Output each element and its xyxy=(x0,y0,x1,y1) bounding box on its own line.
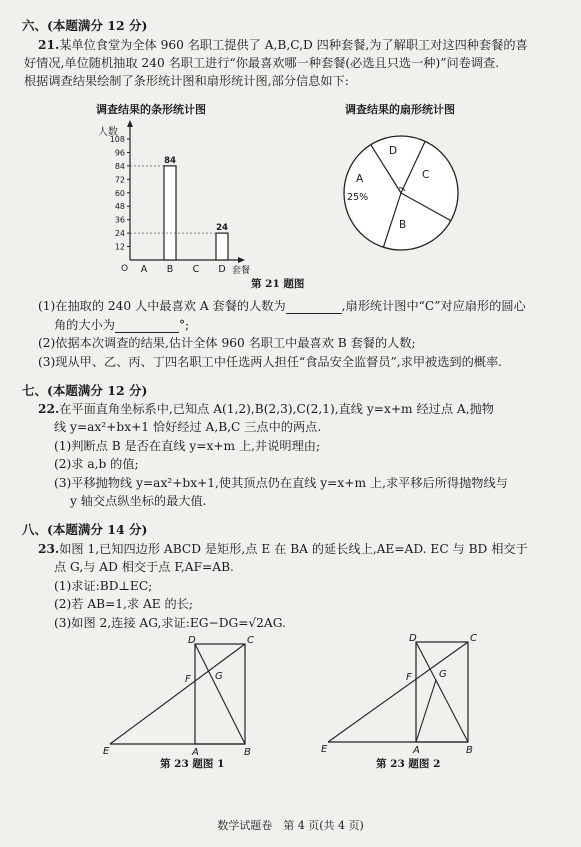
page-footer: 数学试题卷 第 4 页(共 4 页) xyxy=(217,819,364,832)
bar-B xyxy=(164,166,176,260)
x-axis-label: 套餐 xyxy=(232,266,251,275)
q22-line3: (1)判断点 B 是否在直线 y=x+m 上,并说明理由; xyxy=(54,439,321,453)
q21-stem-line1 xyxy=(38,38,528,53)
q21-stem1: 某单位食堂为全体 960 名职工提供了 A,B,C,D 四种套餐,为了解职工对这四种套餐的喜 xyxy=(59,38,528,52)
point-D-label: D xyxy=(409,633,417,644)
pie-label-C: C xyxy=(422,169,430,181)
q23-figure-2-caption: 第 23 题图 2 xyxy=(376,758,441,770)
q21-stem-line3: 根据调查结果绘制了条形统计图和扇形统计图,部分信息如下: xyxy=(24,74,349,88)
point-A-label: A xyxy=(413,745,420,755)
y-tick-label: 48 xyxy=(114,202,125,212)
segment-EC xyxy=(328,642,468,742)
q23-line5: (3)如图 2,连接 AG,求证:EG−DG=√2AG. xyxy=(54,616,286,630)
bar-data-label: 84 xyxy=(164,155,176,166)
segment-AG xyxy=(416,680,436,742)
segment-BD xyxy=(195,644,245,744)
q21-part1-text-d: °; xyxy=(178,318,190,332)
segment-EC xyxy=(110,644,245,744)
q21-part1-line1 xyxy=(38,299,526,314)
point-B-label: B xyxy=(466,745,473,755)
bar-data-label: 24 xyxy=(216,223,228,234)
q23-text1: 如图 1,已知四边形 ABCD 是矩形,点 E 在 BA 的延长线上,AE=AD. EC 与 BD 相交于 xyxy=(59,542,528,556)
bar-chart-title: 调查结果的条形统计图 xyxy=(96,103,206,116)
point-G-label: G xyxy=(439,669,447,680)
origin-label: O xyxy=(121,264,129,274)
y-tick-label: 96 xyxy=(114,148,125,158)
q21-stem-line2: 好情况,单位随机抽取 240 名职工进行“你最喜欢哪一种套餐(必选且只选一种)”问卷调查. xyxy=(24,56,500,70)
bar-D xyxy=(216,233,228,260)
q23-line4: (2)若 AB=1,求 AE 的长; xyxy=(54,597,194,611)
y-tick-label: 60 xyxy=(114,188,125,198)
section-eight-heading: 八、(本题满分 14 分) xyxy=(22,522,148,537)
q23-line2: 点 G,与 AD 相交于点 F,AF=AB. xyxy=(54,560,234,574)
segment-BD xyxy=(416,642,468,742)
q22-line2: 线 y=ax²+bx+1 恰好经过 A,B,C 三点中的两点. xyxy=(54,420,322,434)
q21-part1-line2 xyxy=(54,318,189,333)
point-E-label: E xyxy=(103,746,110,757)
section-six-heading: 六、(本题满分 12 分) xyxy=(22,18,148,33)
pie-label-A: A xyxy=(356,173,364,185)
point-D-label: D xyxy=(188,635,196,646)
answer-blank-a-count[interactable] xyxy=(286,302,342,314)
point-G-label: G xyxy=(215,671,223,682)
y-axis-label: 人数 xyxy=(98,127,118,138)
y-tick-label: 72 xyxy=(114,175,125,185)
point-C-label: C xyxy=(247,635,254,646)
y-tick-label: 12 xyxy=(114,242,125,252)
pie-label-B: B xyxy=(399,219,407,231)
y-axis-arrow xyxy=(127,120,133,127)
q23-number: 23. xyxy=(38,542,60,556)
q22-line5: (3)平移抛物线 y=ax²+bx+1,使其顶点仍在直线 y=x+m 上,求平移后所得抛物线与 xyxy=(54,476,508,490)
point-B-label: B xyxy=(244,747,251,757)
q22-line6: y 轴交点纵坐标的最大值. xyxy=(70,494,207,508)
q23-line1 xyxy=(38,542,528,557)
y-tick-label: 24 xyxy=(114,229,125,239)
pie-label-D: D xyxy=(389,145,398,157)
point-C-label: C xyxy=(470,633,477,644)
pie-percent-A: 25% xyxy=(347,192,369,203)
q22-line1 xyxy=(38,402,494,417)
x-tick-label: A xyxy=(140,264,148,275)
q21-part1-text-c: 角的大小为 xyxy=(54,318,115,332)
q23-figure-2 xyxy=(313,630,488,755)
answer-blank-c-angle[interactable] xyxy=(115,321,179,333)
pie-chart-title: 调查结果的扇形统计图 xyxy=(345,103,455,116)
y-tick-label: 36 xyxy=(114,215,125,225)
point-F-label: F xyxy=(185,674,191,685)
x-tick-label: D xyxy=(218,264,226,275)
q23-line3: (1)求证:BD⊥EC; xyxy=(54,579,153,593)
q22-number: 22. xyxy=(38,402,60,416)
q22-text1: 在平面直角坐标系中,已知点 A(1,2),B(2,3),C(2,1),直线 y=x+m 经过点 A,抛物 xyxy=(59,402,494,416)
y-tick-label: 84 xyxy=(114,161,125,171)
q21-part2: (2)依据本次调查的结果,估计全体 960 名职工中最喜欢 B 套餐的人数; xyxy=(38,336,416,350)
q21-number: 21. xyxy=(38,38,60,52)
q21-part1-text-a: (1)在抽取的 240 人中最喜欢 A 套餐的人数为 xyxy=(38,299,286,313)
bar-chart xyxy=(90,115,265,275)
section-seven-heading: 七、(本题满分 12 分) xyxy=(22,383,148,398)
point-F-label: F xyxy=(406,672,412,683)
q21-part1-text-b: ,扇形统计图中“C”对应扇形的圆心 xyxy=(341,299,526,313)
q23-figure-1 xyxy=(95,632,265,757)
q21-part3: (3)现从甲、乙、丙、丁四名职工中任选两人担任“食品安全监督员”,求甲被选到的概率. xyxy=(38,355,503,369)
y-tick-label: 108 xyxy=(109,135,125,144)
x-axis-arrow xyxy=(238,257,245,263)
q23-figure-1-caption: 第 23 题图 1 xyxy=(160,758,225,770)
q21-figure-caption: 第 21 题图 xyxy=(251,278,305,290)
x-tick-label: C xyxy=(192,264,200,275)
pie-chart xyxy=(336,130,466,260)
x-tick-label: B xyxy=(166,264,174,275)
point-E-label: E xyxy=(321,744,328,755)
point-A-label: A xyxy=(192,747,199,757)
q22-line4: (2)求 a,b 的值; xyxy=(54,457,139,471)
